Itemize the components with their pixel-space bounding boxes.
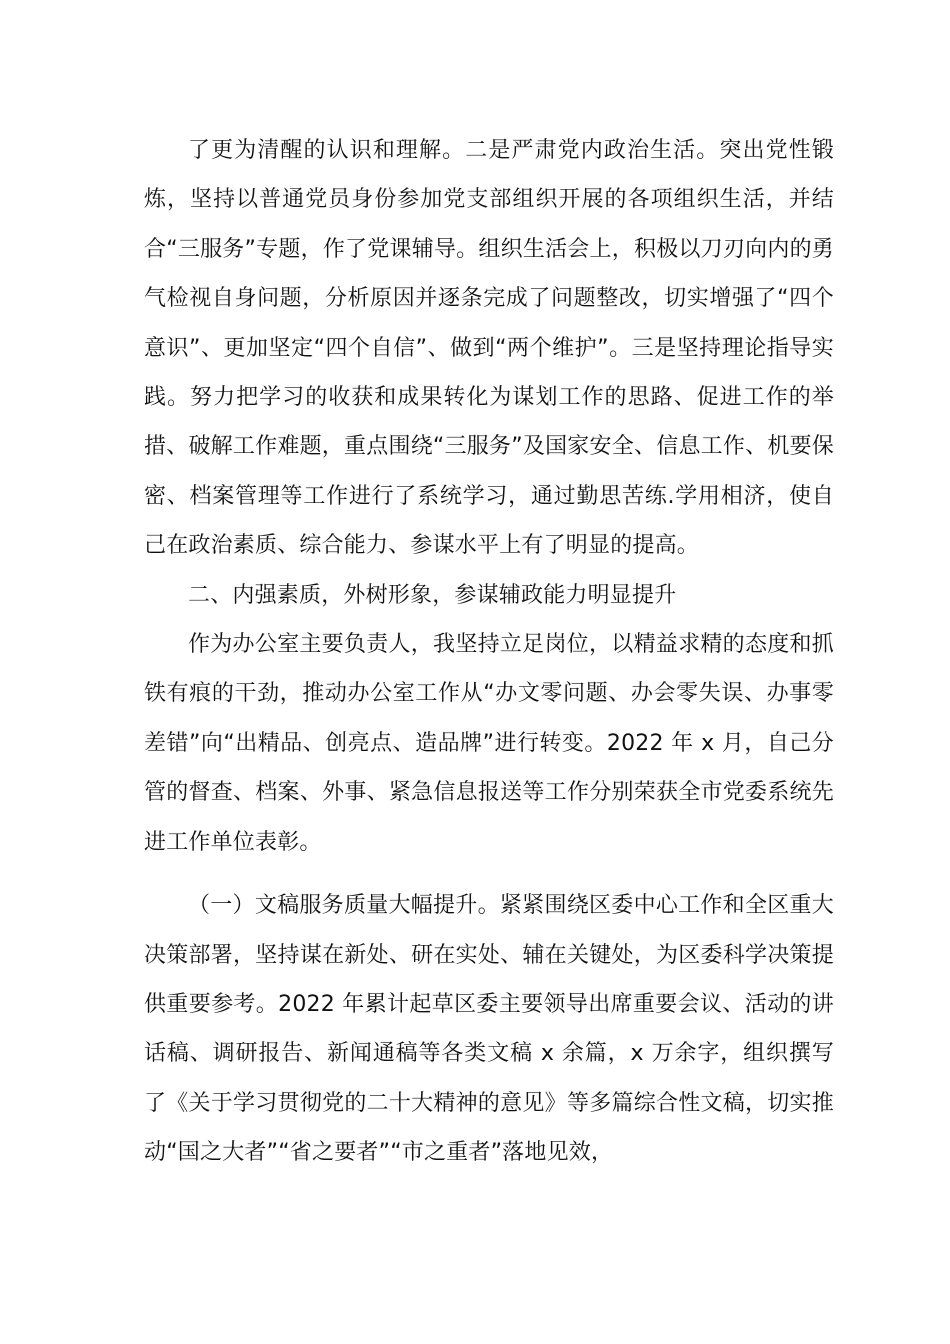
section-heading: 二、内强素质，外树形象，参谋辅政能力明显提升 xyxy=(188,582,677,608)
paragraph-office-intro: 作为办公室主要负责人，我坚持立足岗位，以精益求精的态度和抓铁有痕的干劲，推动办公室工作从“办文零问题、办会零失误、办事零差错”向“出精品、创亮点、造品牌”进行转变。2022 年 x 月，自己分管的督查、档案、外事、紧急信息报送等工作分别荣获全市党委系统先进工作单位表彰。 xyxy=(144,632,834,855)
document-body xyxy=(144,126,834,1178)
paragraph-subsection-1: （一）文稿服务质量大幅提升。紧紧围绕区委中心工作和全区重大决策部署，坚持谋在新处、研在实处、辅在关键处，为区委科学决策提供重要参考。2022 年累计起草区委主要领导出席重要会议、活动的讲话稿、调研报告、新闻通稿等各类文稿 x 余篇，x 万余字，组织撰写了《关于学习贯彻党的二十大精神的意见》等多篇综合性文稿，切实推动“国之大者”“省之要者”“市之重者”落地见效， xyxy=(144,893,834,1166)
paragraph-continuation: 了更为清醒的认识和理解。二是严肃党内政治生活。突出党性锻炼，坚持以普通党员身份参加党支部组织开展的各项组织生活，并结合“三服务”专题，作了党课辅导。组织生活会上，积极以刀刃向内的勇气检视自身问题，分析原因并逐条完成了问题整改，切实增强了“四个意识”、更加坚定“四个自信”、做到“两个维护”。三是坚持理论指导实践。努力把学习的收获和成果转化为谋划工作的思路、促进工作的举措、破解工作难题，重点围绕“三服务”及国家安全、信息工作、机要保密、档案管理等工作进行了系统学习，通过勤思苦练.学用相济，使自己在政治素质、综合能力、参谋水平上有了明显的提高。 xyxy=(144,138,834,559)
